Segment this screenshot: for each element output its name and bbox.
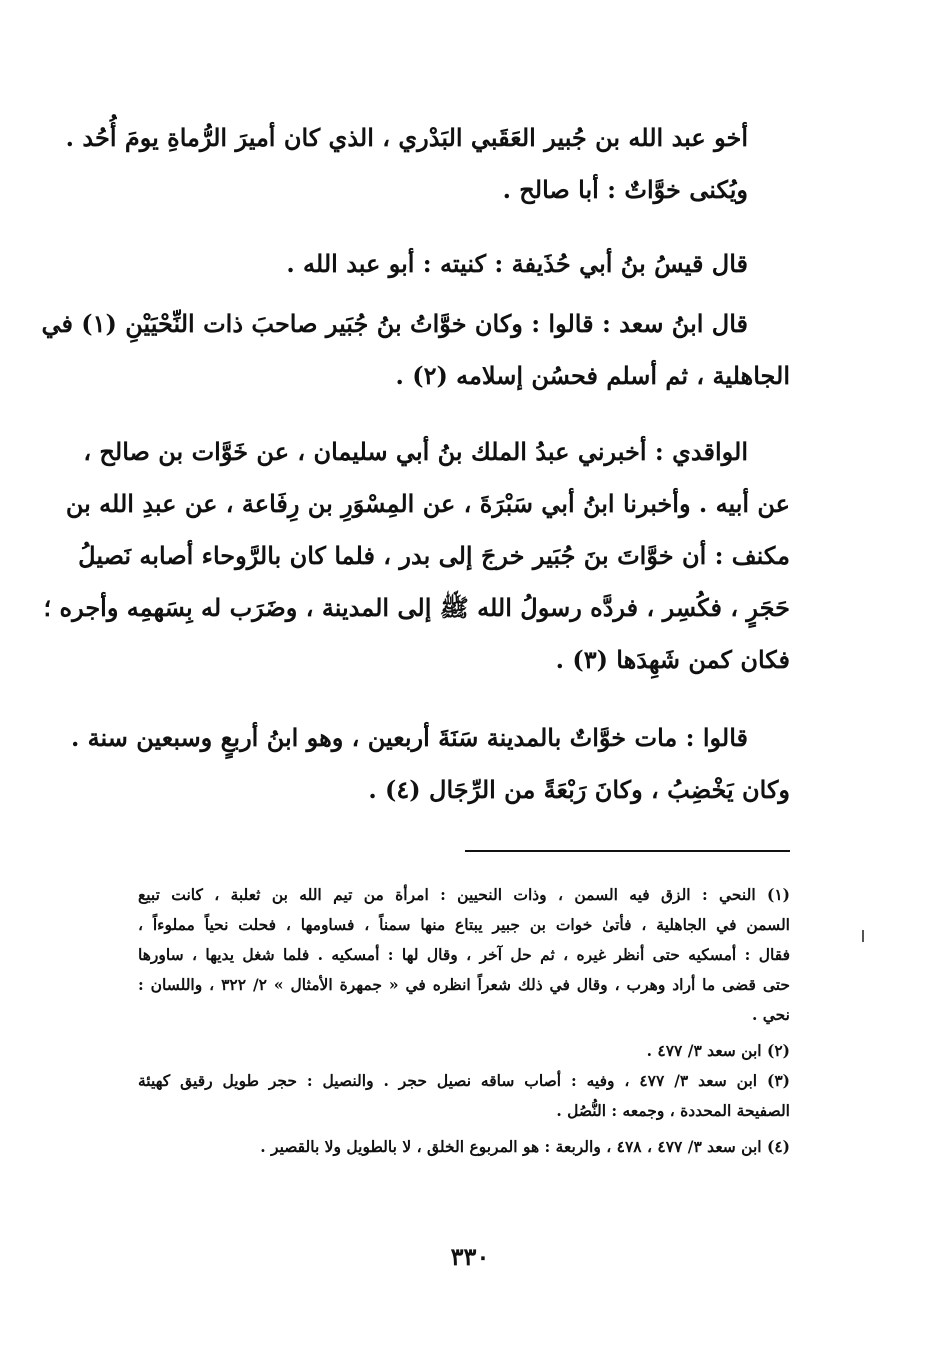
text-line: قالوا : مات خوَّاتٌ بالمدينة سَنَةَ أربعين ، وهو ابنُ أربعٍ وسبعين سنة . <box>70 723 748 752</box>
text-line: فكان كمن شَهِدَها (٣) . <box>555 645 790 674</box>
text-line: عن أبيه . وأخبرنا ابنُ أبي سَبْرَةَ ، عن المِسْوَرِ بن رِفَاعة ، عن عبدِ الله بن <box>65 489 790 518</box>
main-text <box>41 112 790 816</box>
footnote-line: السمن في الجاهلية ، فأتىٰ خوات بن جبير يبتاع منها سمناً ، فساومها ، فحلت نحياً مملوءاً ، <box>138 915 790 934</box>
footnote-line: نحي . <box>751 1005 790 1024</box>
text-line: مكنف : أن خوَّاتَ بنَ جُبَير خرجَ إلى بدر ، فلما كان بالرَّوحاء أصابه نَصيلُ <box>78 541 790 570</box>
footnote-separator <box>465 850 790 852</box>
footnote-line: الصفيحة المحددة ، وجمعه : النُّصُل . <box>556 1101 790 1120</box>
text-line: قال ابنُ سعد : قالوا : وكان خوَّاتُ بنُ جُبَير صاحبَ ذات النِّحْيَيْنِ (١) في <box>41 309 748 338</box>
text-line: أخو عبد الله بن جُبير العَقَبي البَدْري ، الذي كان أميرَ الرُّماةِ يومَ أُحُد . <box>65 123 748 152</box>
page-number: ٣٣٠ <box>450 1242 490 1271</box>
footnotes <box>138 880 790 1162</box>
text-line: قال قيسُ بنُ أبي حُذَيفة : كنيته : أبو عبد الله . <box>286 249 748 278</box>
footnote-line: حتى قضى ما أراد وهرب ، وقال في ذلك شعراً انظره في « جمهرة الأمثال » ٢/ ٣٢٢ ، واللسان : <box>138 975 790 994</box>
text-line: الواقدي : أخبرني عبدُ الملك بنُ أبي سليمان ، عن خَوَّات بن صالح ، <box>83 437 748 466</box>
text-line: ويُكنى خوَّاتٌ : أبا صالح . <box>502 175 748 204</box>
footnote-line: فقال : أمسكيه حتى أنظر غيره ، ثم حل آخر ، وقال لها : أمسكيه . فلما شغل يديها ، ساورها <box>138 945 790 964</box>
text-line: وكان يَخْضِبُ ، وكانَ رَبْعَةً من الرِّجَال (٤) . <box>368 775 790 804</box>
text-line: حَجَرٍ ، فكُسِر ، فردَّه رسولُ الله ﷺ إلى المدينة ، وضَرَب له بِسَهمِه وأجره ؛ <box>43 593 790 622</box>
footnote-line: (٤) ابن سعد ٣/ ٤٧٧ ، ٤٧٨ ، والربعة : هو المربوع الخلق ، لا بالطويل ولا بالقصير . <box>260 1137 790 1156</box>
text-line: الجاهلية ، ثم أسلم فحسُن إسلامه (٢) . <box>395 361 790 390</box>
margin-mark <box>862 930 864 942</box>
footnote-line: (٢) ابن سعد ٣/ ٤٧٧ . <box>646 1041 790 1060</box>
footnote-line: (١) النحي : الزق فيه السمن ، وذات النحيين : امرأة من تيم الله بن ثعلبة ، كانت تبيع <box>138 885 790 904</box>
footnote-line: (٣) ابن سعد ٣/ ٤٧٧ ، وفيه : أصاب ساقه نصيل حجر . والنصيل : حجر طويل رقيق كهيئة <box>138 1071 790 1090</box>
